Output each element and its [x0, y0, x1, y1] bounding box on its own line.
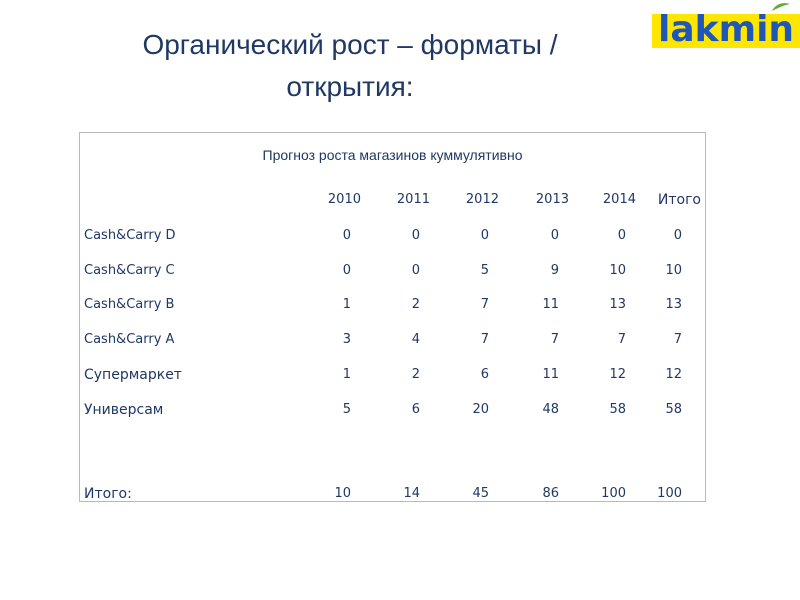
logo-wordmark: lakmin	[658, 9, 795, 50]
table-cell: 1	[342, 367, 351, 382]
row-label-cc-a: Cash&Carry A	[84, 332, 175, 347]
table-cell: 11	[542, 367, 559, 382]
total-cell: 45	[472, 486, 489, 501]
row-label-cc-c: Cash&Carry С	[84, 263, 175, 278]
table-cell: 5	[480, 263, 489, 278]
table-cell: 58	[609, 402, 626, 417]
table-cell: 48	[542, 402, 559, 417]
table-cell: 9	[550, 263, 559, 278]
table-cell: 13	[609, 297, 626, 312]
forecast-table	[79, 132, 706, 502]
table-cell: 20	[472, 402, 489, 417]
table-cell: 10	[609, 263, 626, 278]
table-cell: 58	[665, 402, 682, 417]
table-cell: 10	[665, 263, 682, 278]
table-cell: 12	[609, 367, 626, 382]
header-total: Итого	[657, 192, 701, 208]
header-2011: 2011	[396, 192, 430, 207]
total-row-label: Итого:	[84, 486, 132, 502]
total-cell: 100	[657, 486, 682, 501]
row-label-cc-d: Cash&Carry D	[84, 228, 176, 243]
table-cell: 11	[542, 297, 559, 312]
table-cell: 0	[673, 228, 682, 243]
table-cell: 6	[411, 402, 420, 417]
row-label-supermarket: Супермаркет	[84, 367, 182, 383]
table-cell: 4	[411, 332, 420, 347]
row-label-universam: Универсам	[84, 402, 164, 418]
table-cell: 7	[617, 332, 626, 347]
table-cell: 7	[673, 332, 682, 347]
table-cell: 7	[480, 332, 489, 347]
total-cell: 10	[334, 486, 351, 501]
slide-title: Органический рост – форматы / открытия:	[142, 29, 558, 102]
table-cell: 1	[342, 297, 351, 312]
table-cell: 7	[480, 297, 489, 312]
row-label-cc-b: Cash&Carry B	[84, 297, 175, 312]
table-cell: 2	[411, 297, 420, 312]
table-cell: 0	[480, 228, 489, 243]
total-cell: 100	[601, 486, 626, 501]
header-2012: 2012	[465, 192, 499, 207]
table-cell: 0	[617, 228, 626, 243]
table-cell: 7	[550, 332, 559, 347]
table-caption: Прогноз роста магазинов куммулятивно	[262, 147, 523, 163]
lakmin-logo	[652, 2, 800, 48]
table-cell: 12	[665, 367, 682, 382]
table-cell: 0	[342, 263, 351, 278]
header-2014: 2014	[602, 192, 636, 207]
total-cell: 86	[542, 486, 559, 501]
header-2013: 2013	[535, 192, 569, 207]
table-cell: 5	[342, 402, 351, 417]
total-cell: 14	[403, 486, 420, 501]
table-cell: 6	[480, 367, 489, 382]
table-cell: 13	[665, 297, 682, 312]
table-cell: 0	[342, 228, 351, 243]
table-cell: 2	[411, 367, 420, 382]
table-cell: 3	[342, 332, 351, 347]
table-cell: 0	[550, 228, 559, 243]
table-cell: 0	[411, 263, 420, 278]
table-cell: 0	[411, 228, 420, 243]
header-2010: 2010	[327, 192, 361, 207]
